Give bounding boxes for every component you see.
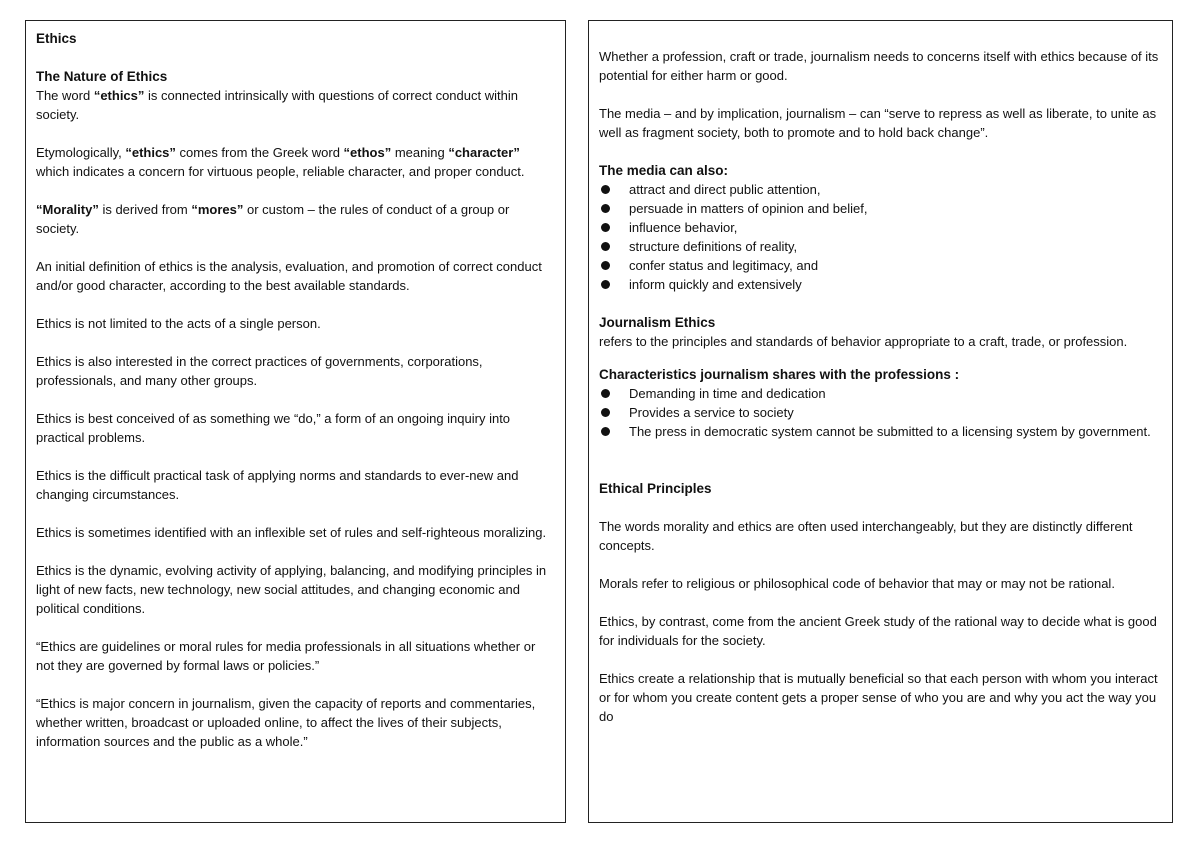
paragraph-definition: An initial definition of ethics is the analysis, evaluation, and promotion of correct conduct and/or good character, according to the best available standards.	[36, 259, 542, 293]
bullet-icon	[601, 223, 610, 232]
list-item	[599, 422, 1162, 441]
document-title: Ethics	[36, 31, 77, 46]
paragraph-media-quote: The media – and by implication, journalism – can “serve to repress as well as liberate, to unite as well as fragment society, both to promote and to hold back change”.	[599, 106, 1157, 140]
paragraph-practical-task: Ethics is the difficult practical task of applying norms and standards to ever-new and changing circumstances.	[36, 468, 519, 502]
paragraph-ethics-word	[36, 86, 555, 124]
bullet-icon	[601, 204, 610, 213]
paragraph-morality	[36, 200, 555, 238]
quote-major-concern: “Ethics is major concern in journalism, given the capacity of reports and commentaries, whether written, broadcast or uploaded online, to affect the lives of their subjects, information sources and the public as a whole.”	[36, 696, 536, 749]
paragraph-inquiry: Ethics is best conceived of as something we “do,” a form of an ongoing inquiry into practical problems.	[36, 411, 511, 445]
text-fragment: comes from the Greek word	[175, 145, 344, 160]
list-item-text: Provides a service to society	[629, 405, 794, 420]
right-column-panel	[588, 20, 1173, 823]
term-ethics: “ethics”	[93, 88, 145, 103]
paragraph-journalism-ethics-intro: Whether a profession, craft or trade, journalism needs to concerns itself with ethics because of its potential for either harm or good.	[599, 49, 1159, 83]
term-mores: “mores”	[191, 202, 244, 217]
paragraph-single-person: Ethics is not limited to the acts of a single person.	[36, 316, 321, 331]
paragraph-inflexible-rules: Ethics is sometimes identified with an inflexible set of rules and self-righteous moralizing.	[36, 525, 547, 540]
paragraph-morals: Morals refer to religious or philosophical code of behavior that may or may not be rational.	[599, 576, 1115, 591]
paragraph-journalism-ethics-definition: refers to the principles and standards of behavior appropriate to a craft, trade, or profession.	[599, 334, 1128, 349]
section-heading-nature-of-ethics: The Nature of Ethics	[36, 69, 168, 84]
list-item	[599, 403, 1162, 422]
characteristics-list	[599, 384, 1162, 441]
quote-guidelines: “Ethics are guidelines or moral rules for media professionals in all situations whether or not they are governed by formal laws or policies.”	[36, 639, 536, 673]
text-fragment: or custom – the rules of conduct of a group or society.	[36, 202, 510, 236]
heading-journalism-ethics: Journalism Ethics	[599, 315, 716, 330]
list-item	[599, 237, 1162, 256]
bullet-icon	[601, 242, 610, 251]
heading-characteristics: Characteristics journalism shares with the professions :	[599, 367, 960, 382]
paragraph-ethics-greek: Ethics, by contrast, come from the ancient Greek study of the rational way to decide what is good for individuals for the society.	[599, 614, 1157, 648]
media-capabilities-list	[599, 180, 1162, 294]
paragraph-morality-vs-ethics: The words morality and ethics are often used interchangeably, but they are distinctly different concepts.	[599, 519, 1133, 553]
list-item-text: Demanding in time and dedication	[629, 386, 826, 401]
paragraph-dynamic-activity: Ethics is the dynamic, evolving activity of applying, balancing, and modifying principles in light of new facts, new technology, new social attitudes, and changing economic and political conditions.	[36, 563, 547, 616]
paragraph-groups: Ethics is also interested in the correct practices of governments, corporations, professionals, and many other groups.	[36, 354, 483, 388]
bullet-icon	[601, 408, 610, 417]
list-item-text: inform quickly and extensively	[629, 277, 802, 292]
bullet-icon	[601, 389, 610, 398]
list-item	[599, 256, 1162, 275]
heading-media-can-also: The media can also:	[599, 163, 729, 178]
paragraph-ethics-relationship: Ethics create a relationship that is mutually beneficial so that each person with whom you interact or for whom you create content gets a proper sense of who you are and why you act the way you do	[599, 671, 1158, 724]
text-fragment: meaning	[391, 145, 449, 160]
text-fragment: The word	[36, 88, 94, 103]
text-fragment: Etymologically,	[36, 145, 126, 160]
bullet-icon	[601, 280, 610, 289]
left-column-panel	[25, 20, 566, 823]
list-item	[599, 180, 1162, 199]
list-item	[599, 275, 1162, 294]
term-character: “character”	[448, 145, 520, 160]
list-item-text: attract and direct public attention,	[629, 182, 821, 197]
term-ethos: “ethos”	[343, 145, 392, 160]
list-item-text: confer status and legitimacy, and	[629, 258, 819, 273]
text-fragment: which indicates a concern for virtuous people, reliable character, and proper conduct.	[36, 164, 525, 179]
list-item-text: persuade in matters of opinion and belief,	[629, 201, 868, 216]
text-fragment: is derived from	[98, 202, 192, 217]
bullet-icon	[601, 185, 610, 194]
list-item-text: The press in democratic system cannot be submitted to a licensing system by government.	[629, 424, 1151, 439]
list-item	[599, 384, 1162, 403]
list-item	[599, 218, 1162, 237]
term-ethics: “ethics”	[125, 145, 176, 160]
list-item-text: influence behavior,	[629, 220, 738, 235]
text-fragment: is connected intrinsically with questions of correct conduct within society.	[36, 88, 518, 122]
term-morality: “Morality”	[36, 202, 99, 217]
bullet-icon	[601, 427, 610, 436]
list-item-text: structure definitions of reality,	[629, 239, 798, 254]
list-item	[599, 199, 1162, 218]
bullet-icon	[601, 261, 610, 270]
heading-ethical-principles: Ethical Principles	[599, 481, 712, 496]
paragraph-etymology	[36, 143, 555, 181]
